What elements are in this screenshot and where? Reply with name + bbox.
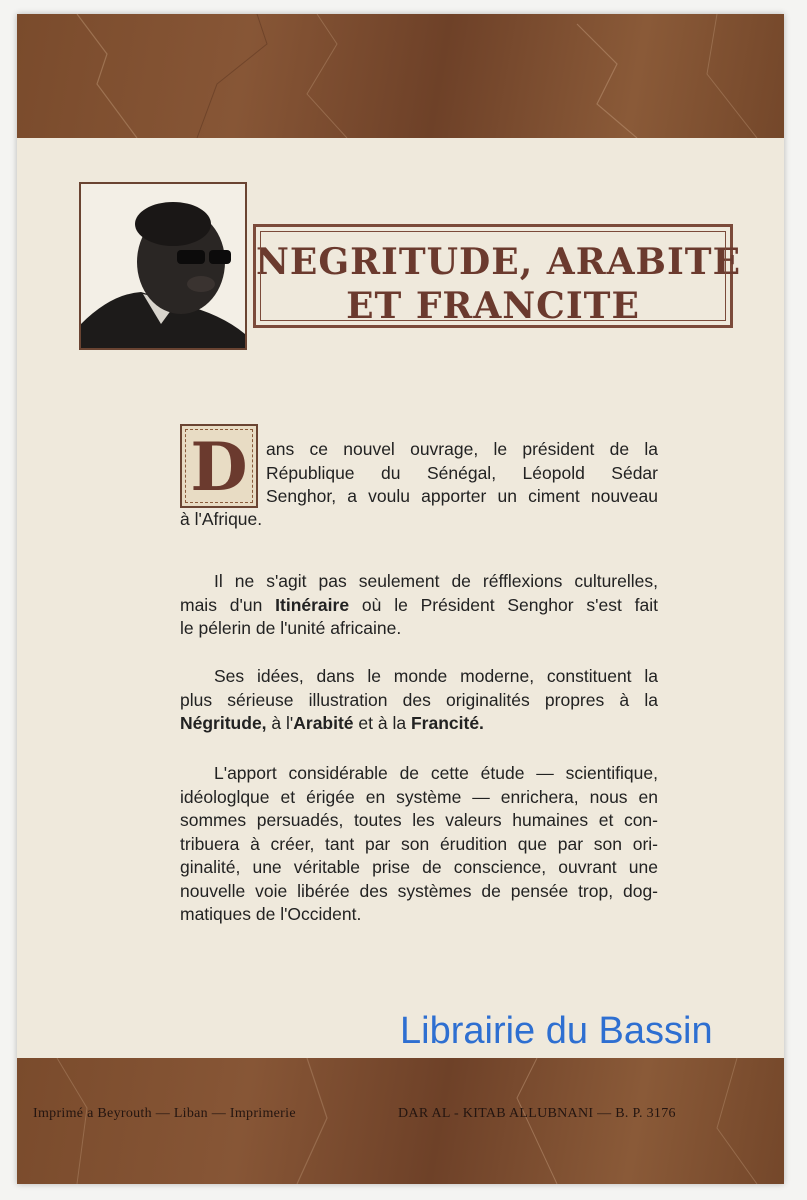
text-line: Senghor, a voulu apporter un ciment nouveau [266, 486, 658, 506]
itineraire-bold: Itinéraire [275, 594, 350, 615]
text-line: ans ce nouvel ouvrage, le président de la [266, 439, 658, 459]
author-portrait [79, 182, 247, 350]
text-line: ginalité, une véritable prise de conscience, ouvrant une [180, 857, 658, 877]
text-line: Il ne s'agit pas seulement de réfflexions culturelles, [214, 571, 658, 591]
paragraph-1 [266, 438, 658, 509]
paragraph-3 [180, 665, 658, 736]
text-line: Négritude, à l'Arabité et à la Francité. [180, 713, 484, 733]
paragraph-2 [180, 570, 658, 641]
text-line: idéologlque et érigée en système — enrichera, nous en [180, 786, 658, 807]
title-frame [253, 224, 742, 328]
text-line: L'apport considérable de cette étude — scientifique, [214, 763, 658, 783]
top-marbled-band [17, 14, 784, 138]
book-title-line1: NEGRITUDE, ARABITE [256, 241, 742, 283]
text-line: République du Sénégal, Léopold Sédar [266, 462, 658, 483]
text-line: à l'Afrique. [180, 509, 263, 529]
ornamental-drop-cap [180, 424, 258, 508]
book-back-cover [17, 14, 784, 1184]
text-line: mais d'un Itinéraire où le Président Senghor s'est fait [180, 594, 658, 615]
paragraph-4 [180, 762, 658, 927]
footer-printer-left: Imprimé a Beyrouth — Liban — Imprimerie [33, 1106, 296, 1121]
text-line: le pélerin de l'unité africaine. [180, 618, 402, 638]
portrait-image [81, 184, 245, 348]
text-line: sommes persuadés, toutes les valeurs humaines et con- [180, 810, 658, 830]
footer-printer-right: DAR AL - KITAB ALLUBNANI — B. P. 3176 [398, 1106, 676, 1121]
text-line: tribuera à créer, tant par son érudition que par son ori- [180, 833, 658, 854]
text-line: plus sérieuse illustration des originalités propres à la [180, 689, 658, 710]
book-title-line2: ET FRANCITE [346, 285, 640, 327]
text-line: matiques de l'Occident. [180, 904, 362, 924]
text-line: Ses idées, dans le monde moderne, constituent la [214, 666, 658, 686]
drop-cap-letter: D [190, 428, 248, 506]
bookseller-watermark: Librairie du Bassin [400, 1010, 713, 1052]
text-line: nouvelle voie libérée des systèmes de pensée trop, dog- [180, 880, 658, 901]
marble-veins-top [17, 14, 784, 138]
paragraph-1-end [180, 508, 658, 532]
